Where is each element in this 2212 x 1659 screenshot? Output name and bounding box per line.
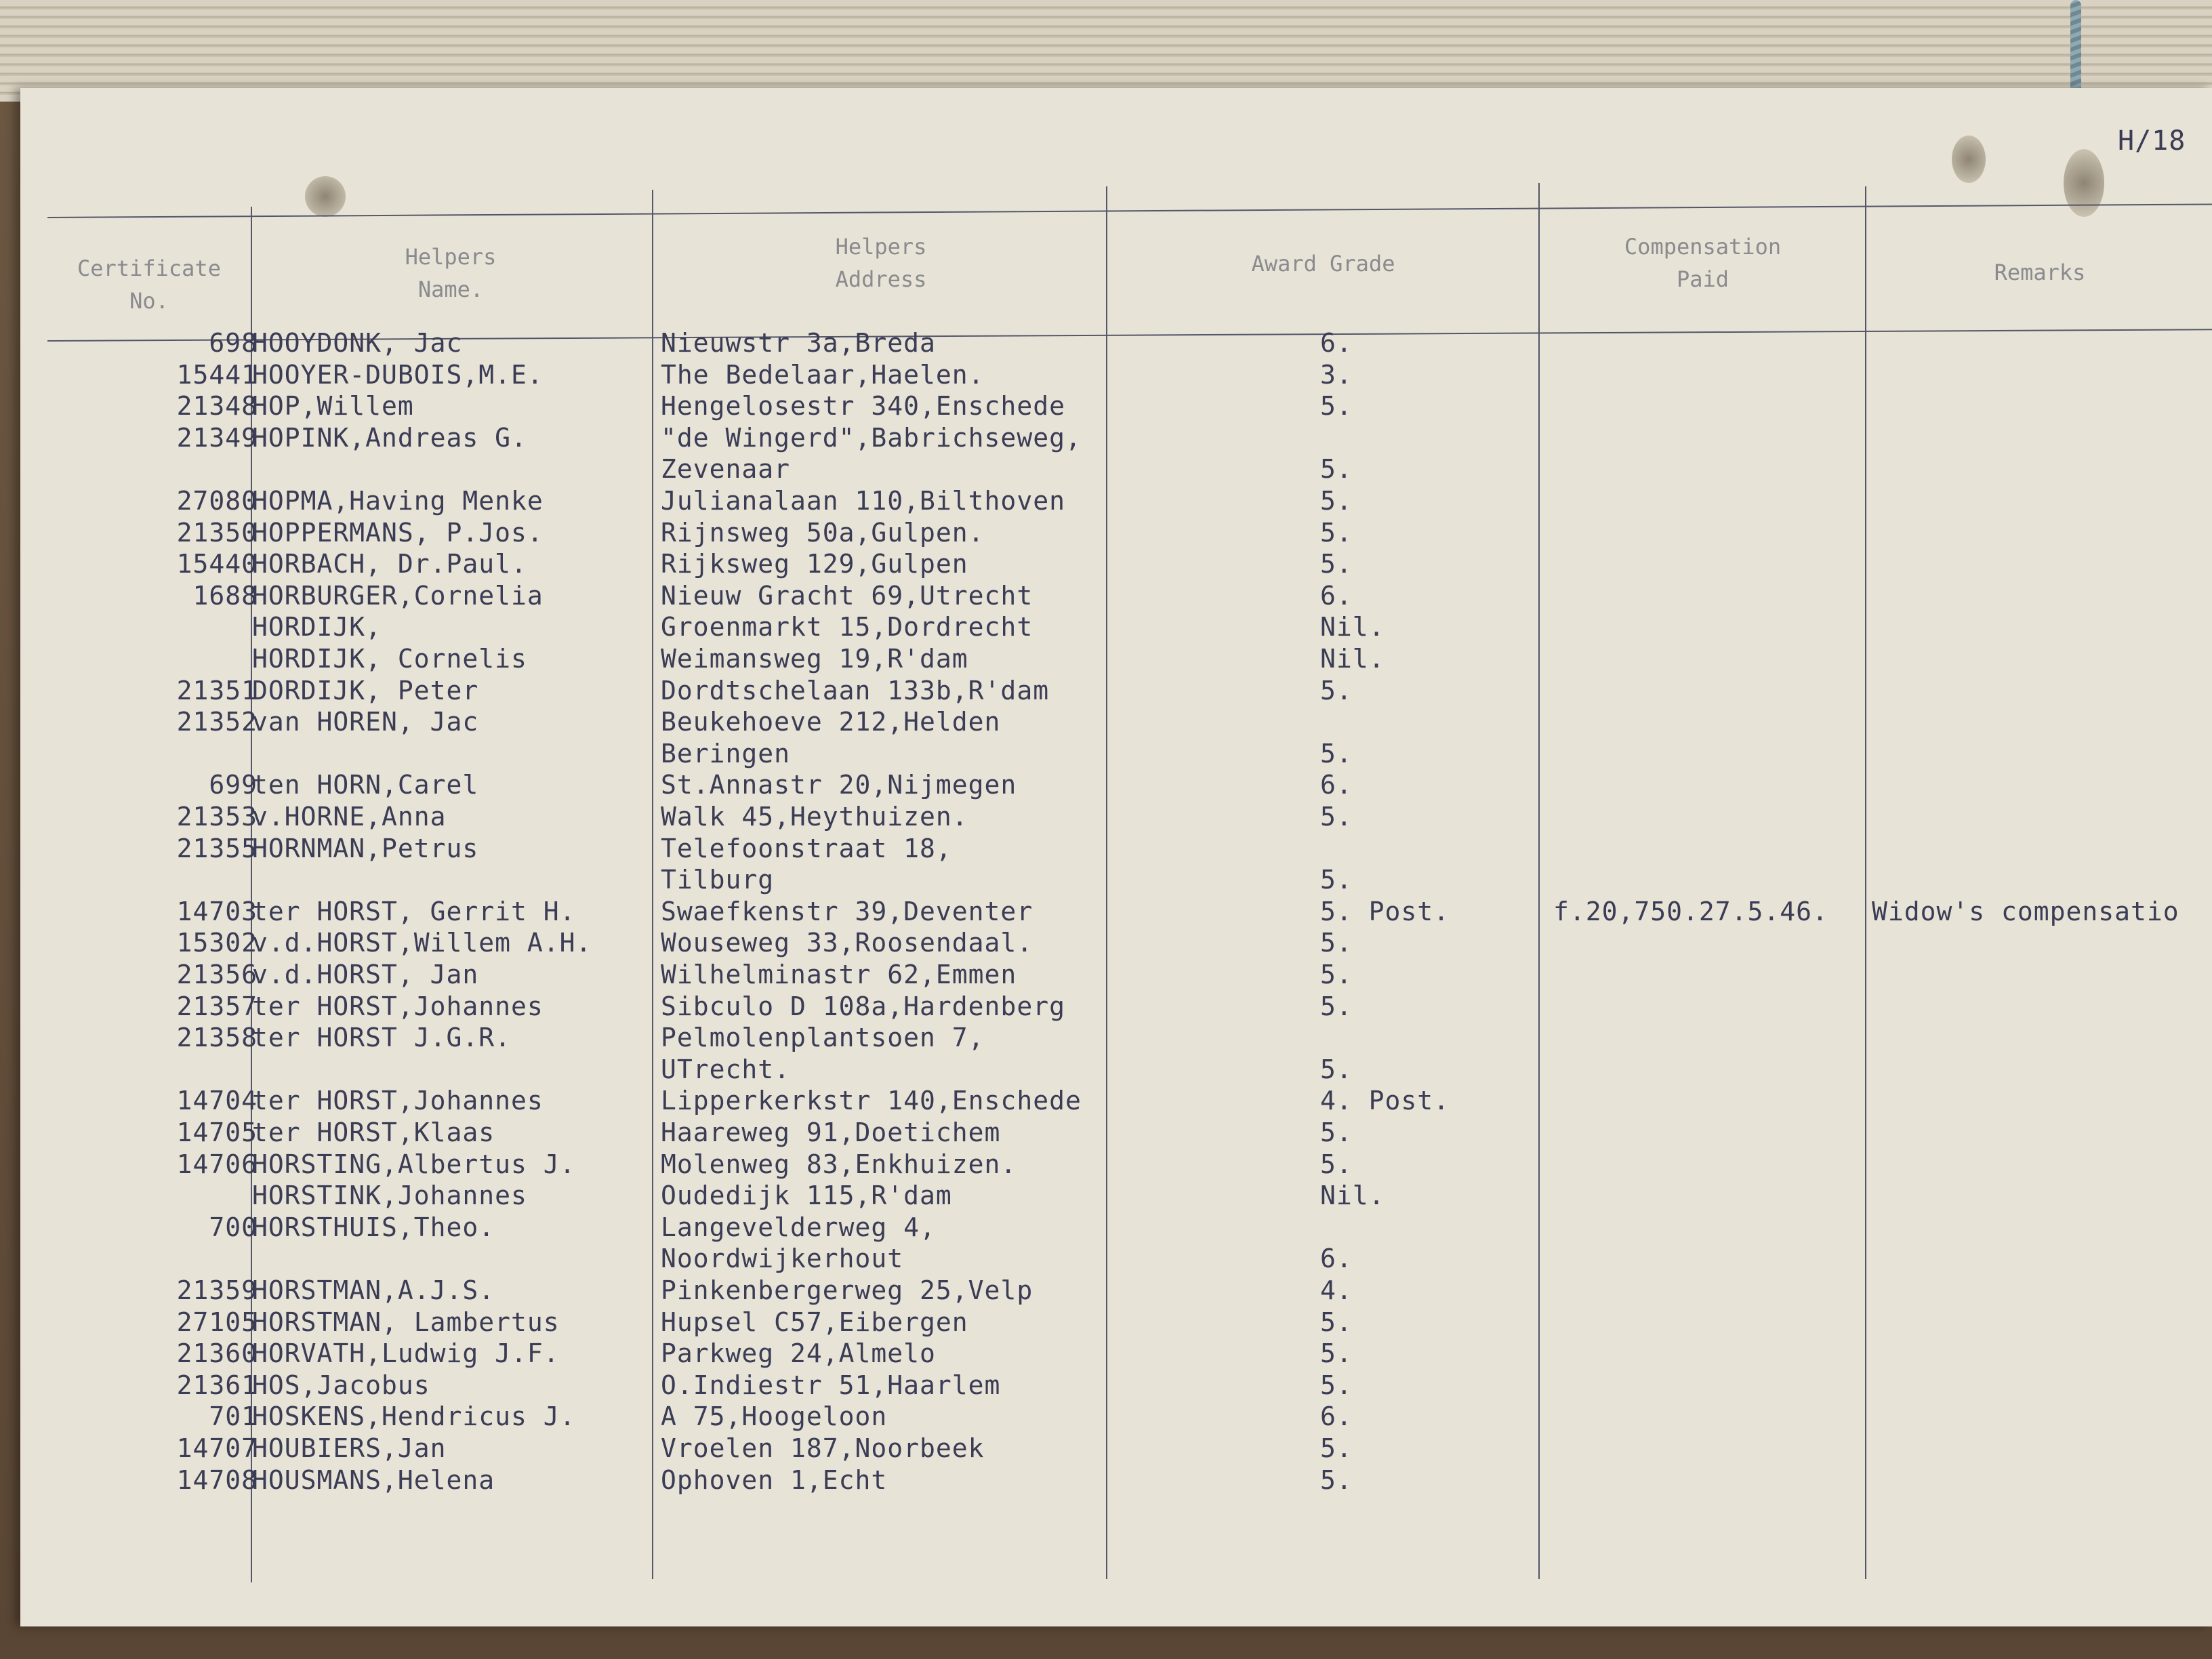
helper-name: HOOYER-DUBOIS,M.E. [252, 359, 544, 390]
helper-address: Oudedijk 115,R'dam [661, 1181, 952, 1211]
helper-name: HOUBIERS,Jan [252, 1433, 447, 1463]
helper-address: Tilburg [661, 865, 775, 895]
certificate-number: 21351 [176, 675, 258, 705]
helper-name: HOOYDONK, Jac [252, 328, 463, 358]
table-row [20, 769, 2212, 800]
table-row [20, 927, 2212, 958]
certificate-number: 21350 [176, 517, 258, 548]
helper-address: Ophoven 1,Echt [661, 1465, 888, 1495]
helper-name: HORSTHUIS,Theo. [252, 1212, 495, 1242]
award-grade: 3. [1320, 359, 1353, 390]
helper-name: van HOREN, Jac [252, 707, 479, 737]
header-helpers-address: Helpers Address [835, 234, 927, 292]
underlying-pages [0, 0, 2212, 102]
punch-hole [1952, 136, 1986, 183]
table-row [20, 1243, 2212, 1274]
helper-name: HORSTING,Albertus J. [252, 1149, 576, 1179]
helper-address: Hengelosestr 340,Enschede [661, 391, 1065, 422]
table-row [20, 327, 2212, 359]
certificate-number: 27105 [176, 1307, 258, 1337]
helper-name: HORDIJK, Cornelis [252, 644, 527, 674]
helper-address: Nieuwstr 3a,Breda [661, 328, 936, 358]
table-row [20, 580, 2212, 611]
helper-address: Dordtschelaan 133b,R'dam [661, 675, 1050, 705]
helper-name: HORDIJK, [252, 612, 382, 642]
table-row [20, 453, 2212, 485]
helper-address: Zevenaar [661, 454, 791, 485]
table-row [20, 485, 2212, 516]
table-row [20, 1307, 2212, 1338]
helper-address: Nieuw Gracht 69,Utrecht [661, 580, 1033, 611]
helper-address: Walk 45,Heythuizen. [661, 802, 968, 832]
helper-address: "de Wingerd",Babrichseweg, [661, 422, 1082, 453]
helper-address: Groenmarkt 15,Dordrecht [661, 612, 1033, 642]
header-remarks: Remarks [1994, 260, 2086, 285]
helper-address: Pinkenbergerweg 25,Velp [661, 1275, 1033, 1305]
table-row [20, 959, 2212, 990]
certificate-number: 27080 [176, 486, 258, 516]
header-certificate-no: Certificate No. [77, 255, 221, 314]
helper-name: DORDIJK, Peter [252, 675, 479, 705]
award-grade: 6. [1320, 1401, 1353, 1432]
table-row [20, 864, 2212, 895]
table-row [20, 801, 2212, 832]
helper-name: v.d.HORST,Willem A.H. [252, 928, 592, 958]
award-grade: 5. [1320, 454, 1353, 485]
helper-address: Parkweg 24,Almelo [661, 1338, 936, 1369]
award-grade: 5. [1320, 675, 1353, 705]
certificate-number: 21356 [176, 960, 258, 989]
helper-address: A 75,Hoogeloon [661, 1401, 888, 1432]
award-grade: 5. [1320, 1433, 1353, 1463]
award-grade: 5. [1320, 1118, 1353, 1147]
certificate-number: 21359 [176, 1275, 258, 1305]
table-row [20, 422, 2212, 453]
award-grade: 5. [1320, 960, 1353, 989]
certificate-number: 21357 [176, 991, 258, 1021]
helper-name: HORVATH,Ludwig J.F. [252, 1338, 560, 1369]
table-row [20, 1433, 2212, 1464]
helper-address: Hupsel C57,Eibergen [661, 1307, 968, 1337]
helper-address: Beukehoeve 212,Helden [661, 707, 1001, 737]
helper-name: HOUSMANS,Helena [252, 1465, 495, 1495]
award-grade: 5. [1320, 1149, 1353, 1179]
table-row [20, 1401, 2212, 1432]
certificate-number: 21352 [176, 707, 258, 737]
helper-address: Swaefkenstr 39,Deventer [661, 896, 1033, 926]
certificate-number: 701 [209, 1401, 258, 1432]
certificate-number: 21353 [176, 802, 258, 832]
helper-name: HORSTINK,Johannes [252, 1181, 527, 1211]
table-row [20, 1149, 2212, 1180]
certificate-number: 14708 [176, 1465, 258, 1495]
award-grade: 6. [1320, 328, 1353, 358]
helper-address: St.Annastr 20,Nijmegen [661, 770, 1017, 800]
certificate-number: 14705 [176, 1118, 258, 1147]
award-grade: 5. [1320, 928, 1353, 958]
helper-address: Rijksweg 129,Gulpen [661, 549, 968, 579]
table-row [20, 1180, 2212, 1211]
helper-name: ter HORST,Johannes [252, 1086, 544, 1116]
table-row [20, 1212, 2212, 1243]
award-grade: 5. [1320, 1370, 1353, 1400]
helper-name: HOSKENS,Hendricus J. [252, 1401, 576, 1432]
helper-name: ten HORN,Carel [252, 770, 479, 800]
helper-name: HORBURGER,Cornelia [252, 580, 544, 611]
helper-address: Weimansweg 19,R'dam [661, 644, 968, 674]
certificate-number: 15441 [176, 359, 258, 390]
table-row [20, 738, 2212, 769]
helper-address: Noordwijkerhout [661, 1244, 904, 1274]
table-row [20, 833, 2212, 864]
helper-name: ter HORST,Johannes [252, 991, 544, 1021]
table-row [20, 675, 2212, 706]
certificate-number: 14706 [176, 1149, 258, 1179]
award-grade: 5. [1320, 1054, 1353, 1084]
helper-address: Haareweg 91,Doetichem [661, 1118, 1001, 1147]
certificate-number: 700 [209, 1212, 258, 1242]
award-grade: 5. [1320, 1307, 1353, 1337]
helper-address: Wouseweg 33,Roosendaal. [661, 928, 1033, 958]
helper-address: Molenweg 83,Enkhuizen. [661, 1149, 1017, 1179]
award-grade: 5. [1320, 865, 1353, 895]
helper-address: Julianalaan 110,Bilthoven [661, 486, 1065, 516]
award-grade: 5. Post. [1320, 896, 1450, 926]
award-grade: 5. [1320, 1465, 1353, 1495]
table-row [20, 991, 2212, 1022]
certificate-number: 15440 [176, 549, 258, 579]
helper-address: The Bedelaar,Haelen. [661, 359, 985, 390]
certificate-number: 15302 [176, 928, 258, 958]
table-row [20, 359, 2212, 390]
certificate-number: 21360 [176, 1338, 258, 1369]
award-grade: Nil. [1320, 612, 1385, 642]
table-row [20, 1117, 2212, 1148]
header-top-rule [47, 203, 2212, 218]
table-row [20, 1085, 2212, 1116]
helper-name: HOP,Willem [252, 391, 414, 422]
table-row [20, 517, 2212, 548]
table-row [20, 706, 2212, 737]
certificate-number: 21361 [176, 1370, 258, 1400]
header-helpers-name: Helpers Name. [405, 244, 497, 302]
header-compensation-paid: Compensation Paid [1624, 234, 1782, 292]
helper-address: Sibculo D 108a,Hardenberg [661, 991, 1065, 1021]
helper-name: v.d.HORST, Jan [252, 960, 479, 989]
table-row [20, 643, 2212, 674]
helper-name: HORBACH, Dr.Paul. [252, 549, 527, 579]
helper-name: v.HORNE,Anna [252, 802, 447, 832]
table-row [20, 1370, 2212, 1401]
certificate-number: 14703 [176, 896, 258, 926]
helper-name: HORSTMAN,A.J.S. [252, 1275, 495, 1305]
helper-name: HORSTMAN, Lambertus [252, 1307, 560, 1337]
helper-address: UTrecht. [661, 1054, 791, 1084]
helper-name: HOS,Jacobus [252, 1370, 430, 1400]
page-reference: H/18 [2118, 125, 2186, 157]
award-grade: 5. [1320, 991, 1353, 1021]
helper-address: Pelmolenplantsoen 7, [661, 1023, 985, 1053]
helper-address: Beringen [661, 738, 791, 769]
table-row [20, 896, 2212, 927]
table-row [20, 1465, 2212, 1496]
remarks-text: Widow's compensatio [1872, 896, 2179, 926]
table-row [20, 1022, 2212, 1053]
certificate-number: 21358 [176, 1023, 258, 1053]
award-grade: 5. [1320, 391, 1353, 422]
certificate-number: 14704 [176, 1086, 258, 1116]
header-award-grade: Award Grade [1251, 251, 1395, 276]
helper-address: Langevelderweg 4, [661, 1212, 936, 1242]
compensation-paid: f.20,750.27.5.46. [1553, 896, 1828, 926]
helper-name: ter HORST J.G.R. [252, 1023, 512, 1053]
award-grade: 6. [1320, 1244, 1353, 1274]
table-row [20, 1054, 2212, 1085]
helper-address: Lipperkerkstr 140,Enschede [661, 1086, 1082, 1116]
award-grade: Nil. [1320, 644, 1385, 674]
helper-name: HOPINK,Andreas G. [252, 422, 527, 453]
award-grade: 5. [1320, 1338, 1353, 1369]
award-grade: 4. Post. [1320, 1086, 1450, 1116]
table-row [20, 548, 2212, 579]
certificate-number: 21349 [176, 422, 258, 453]
punch-hole [305, 176, 346, 217]
award-grade: 6. [1320, 580, 1353, 611]
certificate-number: 21355 [176, 833, 258, 863]
award-grade: Nil. [1320, 1181, 1385, 1211]
award-grade: 5. [1320, 549, 1353, 579]
helper-name: ter HORST, Gerrit H. [252, 896, 576, 926]
helper-address: Vroelen 187,Noorbeek [661, 1433, 985, 1463]
table-row [20, 390, 2212, 422]
award-grade: 4. [1320, 1275, 1353, 1305]
certificate-number: 14707 [176, 1433, 258, 1463]
certificate-number: 21348 [176, 391, 258, 422]
award-grade: 5. [1320, 738, 1353, 769]
certificate-number: 699 [209, 770, 258, 800]
helper-name: HOPMA,Having Menke [252, 486, 544, 516]
award-grade: 5. [1320, 486, 1353, 516]
helper-address: Telefoonstraat 18, [661, 833, 952, 863]
award-grade: 5. [1320, 802, 1353, 832]
helper-address: O.Indiestr 51,Haarlem [661, 1370, 1001, 1400]
helper-name: HOPPERMANS, P.Jos. [252, 517, 544, 548]
ledger-page [20, 88, 2212, 1626]
table-row [20, 1275, 2212, 1306]
table-row [20, 611, 2212, 642]
helper-address: Wilhelminastr 62,Emmen [661, 960, 1017, 989]
helper-name: ter HORST,Klaas [252, 1118, 495, 1147]
helper-address: Rijnsweg 50a,Gulpen. [661, 517, 985, 548]
helper-name: HORNMAN,Petrus [252, 833, 479, 863]
punch-hole [2064, 149, 2104, 217]
certificate-number: 698 [209, 328, 258, 358]
certificate-number: 1688 [192, 580, 258, 611]
award-grade: 6. [1320, 770, 1353, 800]
award-grade: 5. [1320, 517, 1353, 548]
table-row [20, 1338, 2212, 1369]
